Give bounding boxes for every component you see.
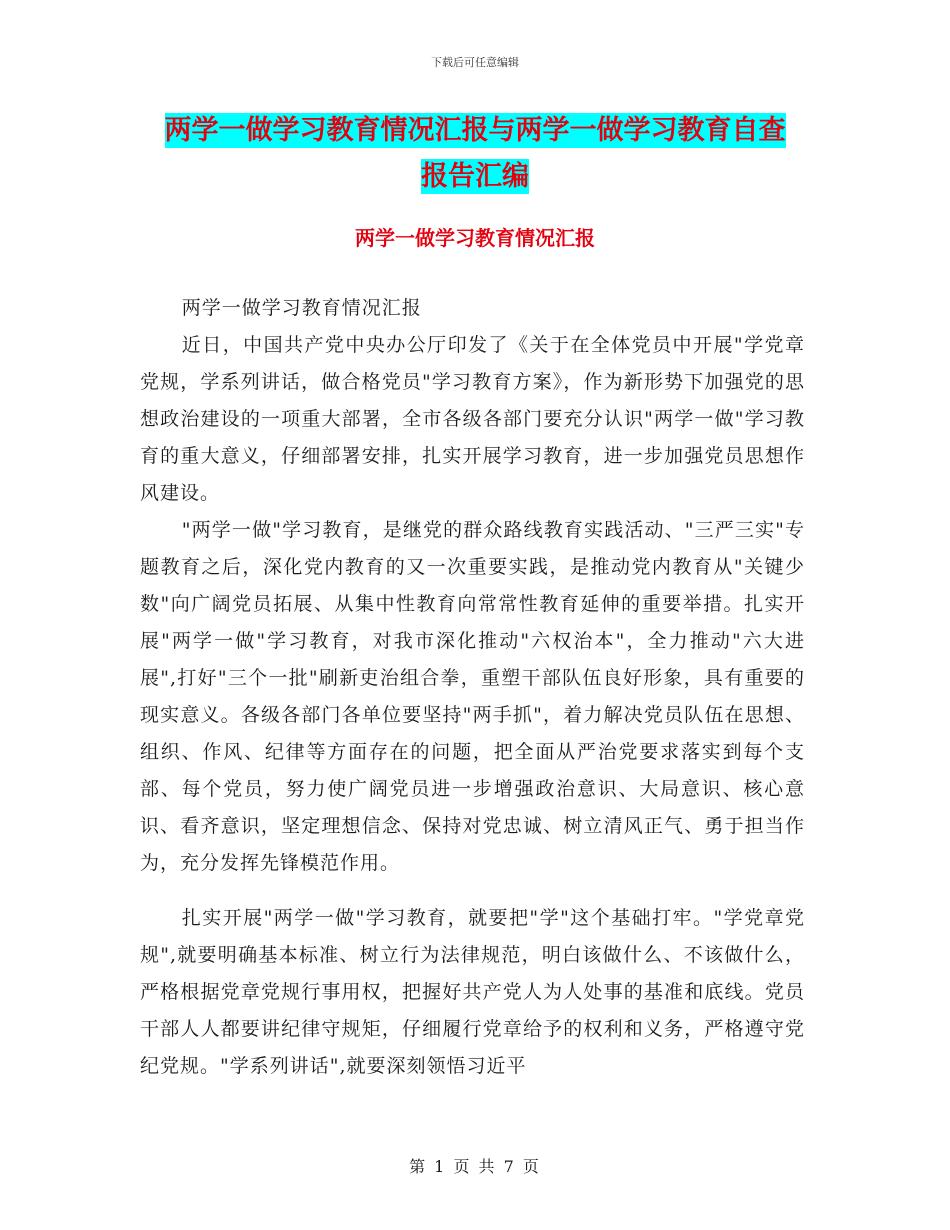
body-text bbox=[140, 290, 805, 1085]
paragraph: 近日，中国共产党中央办公厅印发了《关于在全体党员中开展"学党章党规，学系列讲话，做合格党员"学习教育方案》，作为新形势下加强党的思想政治建设的一项重大部署，全市各级各部门要充分认识"两学一做"学习教育的重大意义，仔细部署安排，扎实开展学习教育，进一步加强党员思想作风建设。 bbox=[140, 334, 805, 504]
page-footer: 第 1 页 共 7 页 bbox=[409, 1157, 541, 1176]
title-line-1: 两学一做学习教育情况汇报与两学一做学习教育自查 bbox=[164, 115, 786, 146]
paragraph: 扎实开展"两学一做"学习教育，就要把"学"这个基础打牢。"学党章党规",就要明确基本标准、树立行为法律规范，明白该做什么、不该做什么，严格根据党章党规行事用权，把握好共产党人为人处事的基准和底线。党员干部人人都要讲纪律守规矩，仔细履行党章给予的权利和义务，严格遵守党纪党规。"学系列讲话",就要深刻领悟习近平 bbox=[140, 907, 805, 1077]
title-line-2: 报告汇编 bbox=[421, 161, 529, 192]
section-title: 两学一做学习教育情况汇报 bbox=[355, 226, 595, 250]
paragraph: "两学一做"学习教育，是继党的群众路线教育实践活动、"三严三实"专题教育之后，深化党内教育的又一次重要实践，是推动党内教育从"关键少数"向广阔党员拓展、从集中性教育向常常性教育延伸的重要举措。扎实开展"两学一做"学习教育，对我市深化推动"六权治本"，全力推动"六大进展",打好"三个一批"刷新吏治组合拳，重塑干部队伍良好形象，具有重要的现实意义。各级各部门各单位要坚持"两手抓"，着力解决党员队伍在思想、组织、作风、纪律等方面存在的问题，把全面从严治党要求落实到每个支部、每个党员，努力使广阔党员进一步增强政治意识、大局意识、核心意识、看齐意识，坚定理想信念、保持对党忠诚、树立清风正气、勇于担当作为，充分发挥先锋模范作用。 bbox=[140, 519, 805, 874]
paragraph: 两学一做学习教育情况汇报 bbox=[181, 297, 422, 319]
header-note: 下载后可任意编辑 bbox=[431, 56, 519, 69]
document-title bbox=[140, 108, 810, 200]
